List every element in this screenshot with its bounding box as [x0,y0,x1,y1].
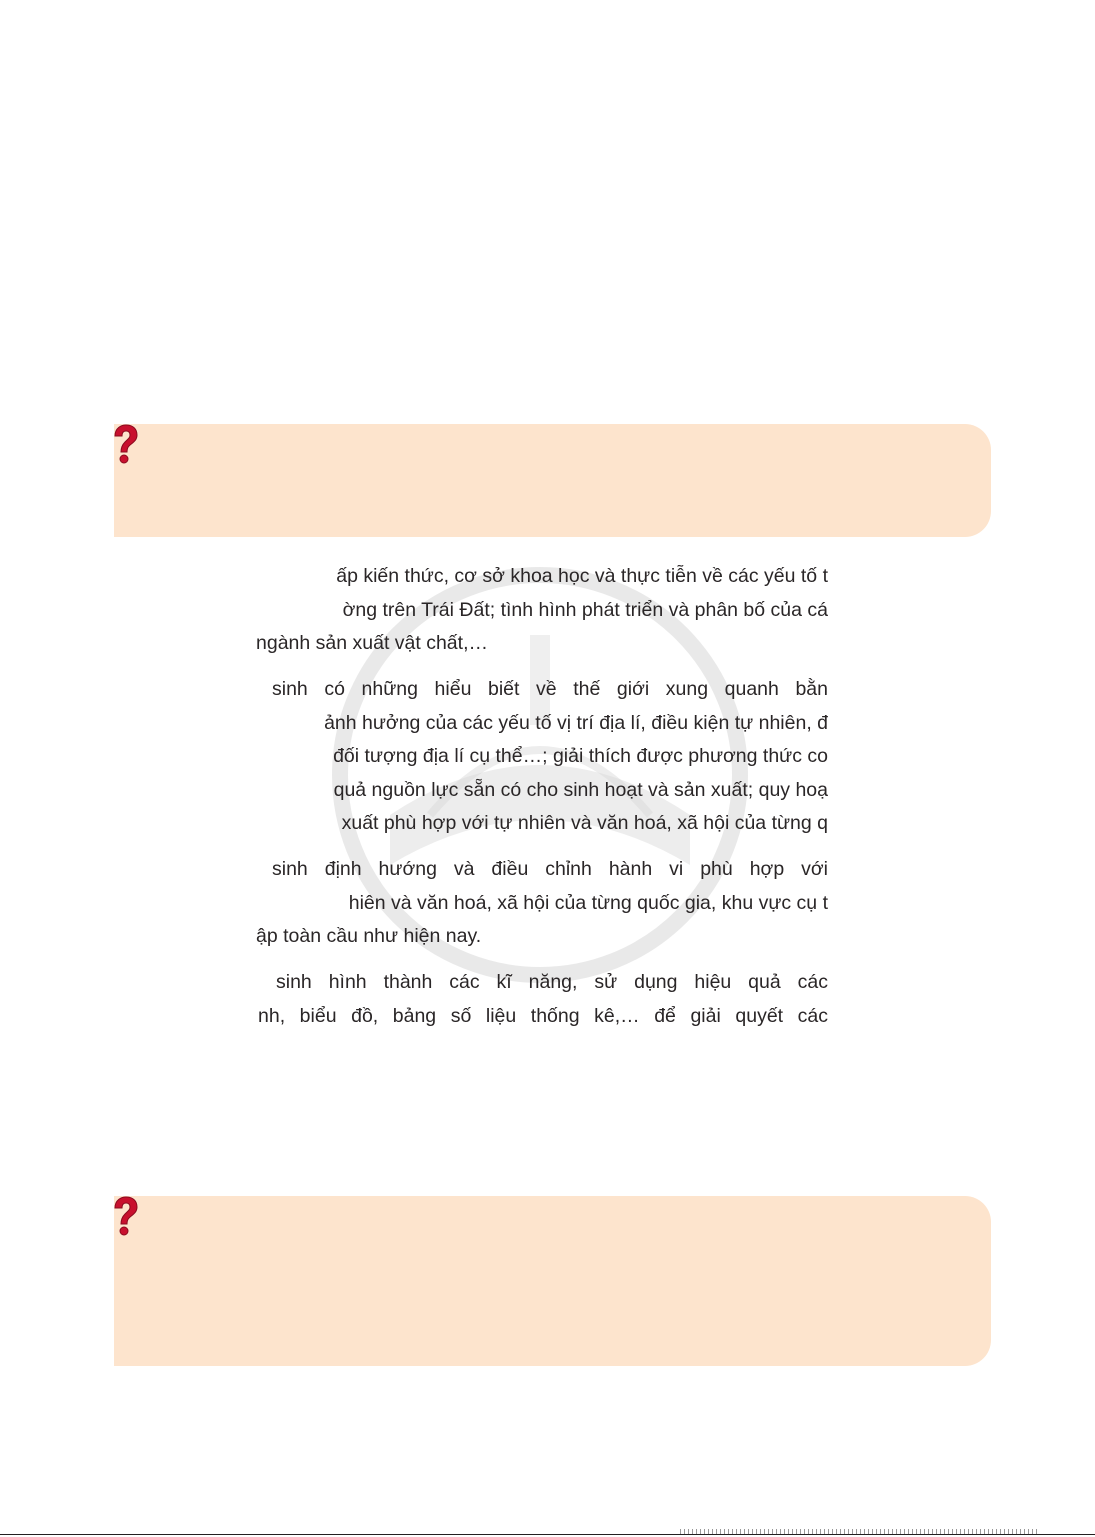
paragraph-line: ấp kiến thức, cơ sở khoa học và thực tiễn về các yếu tố t [336,565,828,587]
paragraph-line: ờng trên Trái Đất; tình hình phát triển và phân bố của cá [342,598,828,621]
paragraph-line: quả nguồn lực sẵn có cho sinh hoạt và sản xuất; quy hoạ [333,778,828,801]
page-bottom-rule [0,1534,1095,1535]
footer-marks [680,1529,1040,1534]
question-box [114,1196,991,1366]
paragraph-line: ảnh hưởng của các yếu tố vị trí địa lí, điều kiện tự nhiên, đ [324,711,828,734]
paragraph-line: hiên và văn hoá, xã hội của từng quốc gia, khu vực cụ t [348,891,828,914]
question-mark-icon [110,1196,140,1236]
paragraph-2 [248,673,828,841]
question-mark-icon [110,424,140,464]
paragraph-4 [248,966,828,1033]
paragraph-line: nh, biểu đồ, bảng số liệu thống kê,… để giải quyết các [258,1004,828,1027]
paragraph-line: ngành sản xuất vật chất,… [256,632,488,655]
paragraph-3 [248,853,828,954]
paragraph-line: sinh có những hiểu biết về thế giới xung quanh bằn [272,678,828,700]
paragraph-line: xuất phù hợp với tự nhiên và văn hoá, xã hội của từng q [341,812,828,835]
paragraph-line: sinh hình thành các kĩ năng, sử dụng hiệu quả các [276,971,828,993]
question-box [114,424,991,537]
paragraph-line: sinh định hướng và điều chỉnh hành vi phù hợp với [272,858,828,880]
paragraph-line: ập toàn cầu như hiện nay. [256,925,482,948]
paragraph-line: đối tượng địa lí cụ thể…; giải thích được phương thức co [333,745,828,768]
paragraph-1 [248,560,828,661]
